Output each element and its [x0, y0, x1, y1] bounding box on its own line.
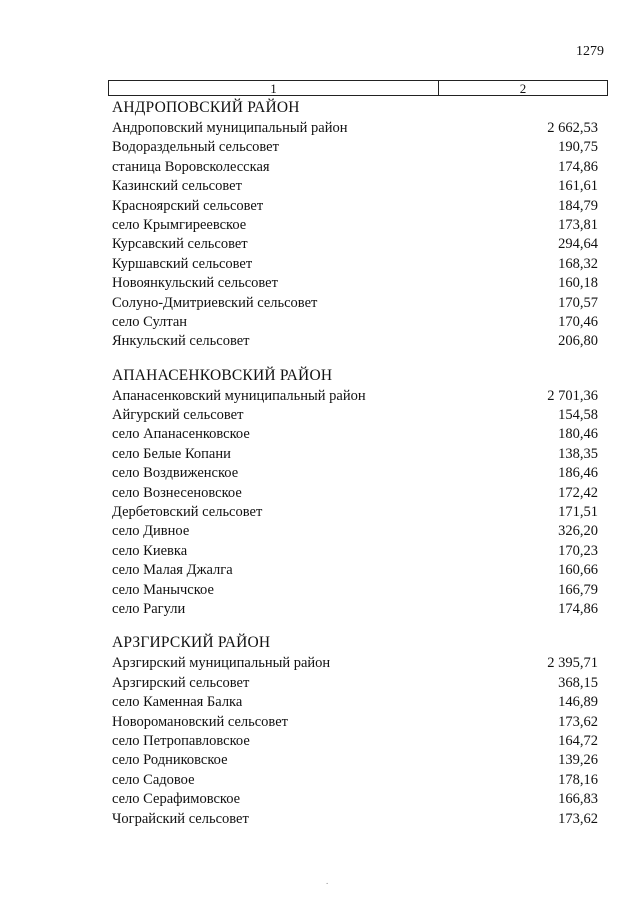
row-name: Казинский сельсовет	[112, 178, 242, 195]
district-title: АРЗГИРСКИЙ РАЙОН	[112, 634, 271, 652]
row-name: Курсавский сельсовет	[112, 236, 248, 253]
table-row	[112, 313, 598, 332]
row-value: 154,58	[558, 407, 598, 424]
row-value: 160,18	[558, 275, 598, 292]
row-name: село Султан	[112, 313, 188, 330]
row-value: 146,89	[558, 694, 598, 711]
row-value: 178,16	[558, 771, 598, 788]
table-row	[112, 274, 598, 293]
row-value: 2 662,53	[547, 120, 598, 136]
row-name: село Серафимовское	[112, 791, 241, 808]
table-row	[112, 751, 598, 770]
table-row	[112, 387, 598, 406]
footer-mark: .	[326, 876, 329, 886]
table-row	[112, 177, 598, 196]
row-value: 164,72	[558, 732, 598, 749]
row-value: 186,46	[558, 465, 598, 482]
row-value: 160,66	[558, 562, 598, 579]
table-row	[112, 484, 598, 503]
row-name: село Дивное	[112, 523, 190, 540]
row-name: село Манычское	[112, 581, 214, 598]
table-row	[112, 425, 598, 444]
row-name: Андроповский муниципальный район	[112, 120, 348, 136]
district-title: АНДРОПОВСКИЙ РАЙОН	[112, 99, 300, 116]
row-value: 174,86	[558, 600, 598, 617]
table-row	[112, 216, 598, 235]
row-value: 206,80	[558, 333, 598, 350]
table-row	[112, 542, 598, 561]
row-value: 170,46	[558, 313, 598, 330]
table-row	[112, 255, 598, 274]
table-row	[112, 790, 598, 809]
row-name: село Вознесеновское	[112, 484, 242, 501]
district-section	[112, 633, 598, 829]
table-row	[112, 464, 598, 483]
row-name: село Малая Джалга	[112, 562, 233, 579]
row-value: 138,35	[558, 445, 598, 462]
row-name: село Воздвиженское	[112, 465, 239, 482]
table-row	[112, 561, 598, 580]
row-value: 166,83	[558, 791, 598, 808]
row-name: Новоромановский сельсовет	[112, 713, 288, 730]
row-name: Водораздельный сельсовет	[112, 139, 279, 156]
row-name: село Белые Копани	[112, 445, 231, 462]
table-row	[112, 771, 598, 790]
row-name: Апанасенковский муниципальный район	[112, 387, 366, 404]
row-value: 173,62	[558, 713, 598, 730]
row-value: 190,75	[558, 139, 598, 156]
row-value: 170,57	[558, 294, 598, 311]
row-value: 180,46	[558, 426, 598, 443]
table-row	[112, 445, 598, 464]
row-name: Айгурский сельсовет	[112, 407, 244, 424]
row-name: станица Воровсколесская	[112, 158, 270, 175]
row-value: 184,79	[558, 197, 598, 214]
row-name: село Рагули	[112, 600, 186, 617]
row-value: 174,86	[558, 158, 598, 175]
row-value: 171,51	[558, 504, 598, 521]
table-row	[112, 503, 598, 522]
table-row	[112, 294, 598, 313]
district-title: АПАНАСЕНКОВСКИЙ РАЙОН	[112, 366, 333, 384]
district-section	[112, 98, 598, 352]
table-row	[112, 138, 598, 157]
row-name: село Садовое	[112, 771, 195, 788]
row-name: село Каменная Балка	[112, 694, 243, 711]
row-value: 368,15	[558, 674, 598, 691]
table-row	[112, 581, 598, 600]
district-section	[112, 366, 598, 620]
row-name: село Крымгиреевское	[112, 216, 247, 233]
table-row	[112, 332, 598, 351]
row-value: 161,61	[558, 178, 598, 195]
table-row	[112, 732, 598, 751]
row-value: 139,26	[558, 752, 598, 769]
table-header-col1: 1	[109, 81, 439, 95]
table-row	[112, 158, 598, 177]
row-name: село Петропавловское	[112, 732, 250, 749]
table-header-col2: 2	[519, 81, 527, 96]
table-row	[112, 713, 598, 732]
row-value: 173,62	[558, 810, 598, 827]
table-row	[112, 119, 598, 138]
table-row	[112, 674, 598, 693]
row-name: Янкульский сельсовет	[112, 333, 250, 350]
table-row	[112, 522, 598, 541]
row-name: Арзгирский сельсовет	[112, 674, 250, 691]
row-value: 2 701,36	[547, 387, 598, 404]
row-value: 2 395,71	[547, 655, 598, 672]
table-row	[112, 197, 598, 216]
row-value: 170,23	[558, 542, 598, 559]
table-row	[112, 693, 598, 712]
row-value: 294,64	[558, 236, 598, 253]
row-value: 166,79	[558, 581, 598, 598]
page-number: 1279	[576, 44, 604, 59]
table-row	[112, 654, 598, 673]
row-name: Солуно-Дмитриевский сельсовет	[112, 294, 318, 311]
table-row	[112, 235, 598, 254]
row-name: село Родниковское	[112, 752, 228, 769]
table-row	[112, 810, 598, 829]
row-name: село Киевка	[112, 542, 188, 559]
row-name: Арзгирский муниципальный район	[112, 655, 331, 672]
table-row	[112, 600, 598, 619]
row-value: 168,32	[558, 255, 598, 272]
row-value: 326,20	[558, 523, 598, 540]
row-name: Куршавский сельсовет	[112, 255, 253, 272]
row-name: Красноярский сельсовет	[112, 197, 264, 214]
row-value: 172,42	[558, 484, 598, 501]
row-value: 173,81	[558, 216, 598, 233]
district-table	[112, 98, 598, 843]
row-name: Дербетовский сельсовет	[112, 504, 263, 521]
row-name: Чограйский сельсовет	[112, 810, 249, 827]
table-row	[112, 406, 598, 425]
row-name: село Апанасенковское	[112, 426, 250, 443]
row-name: Новоянкульский сельсовет	[112, 275, 278, 292]
table-header	[108, 80, 608, 96]
